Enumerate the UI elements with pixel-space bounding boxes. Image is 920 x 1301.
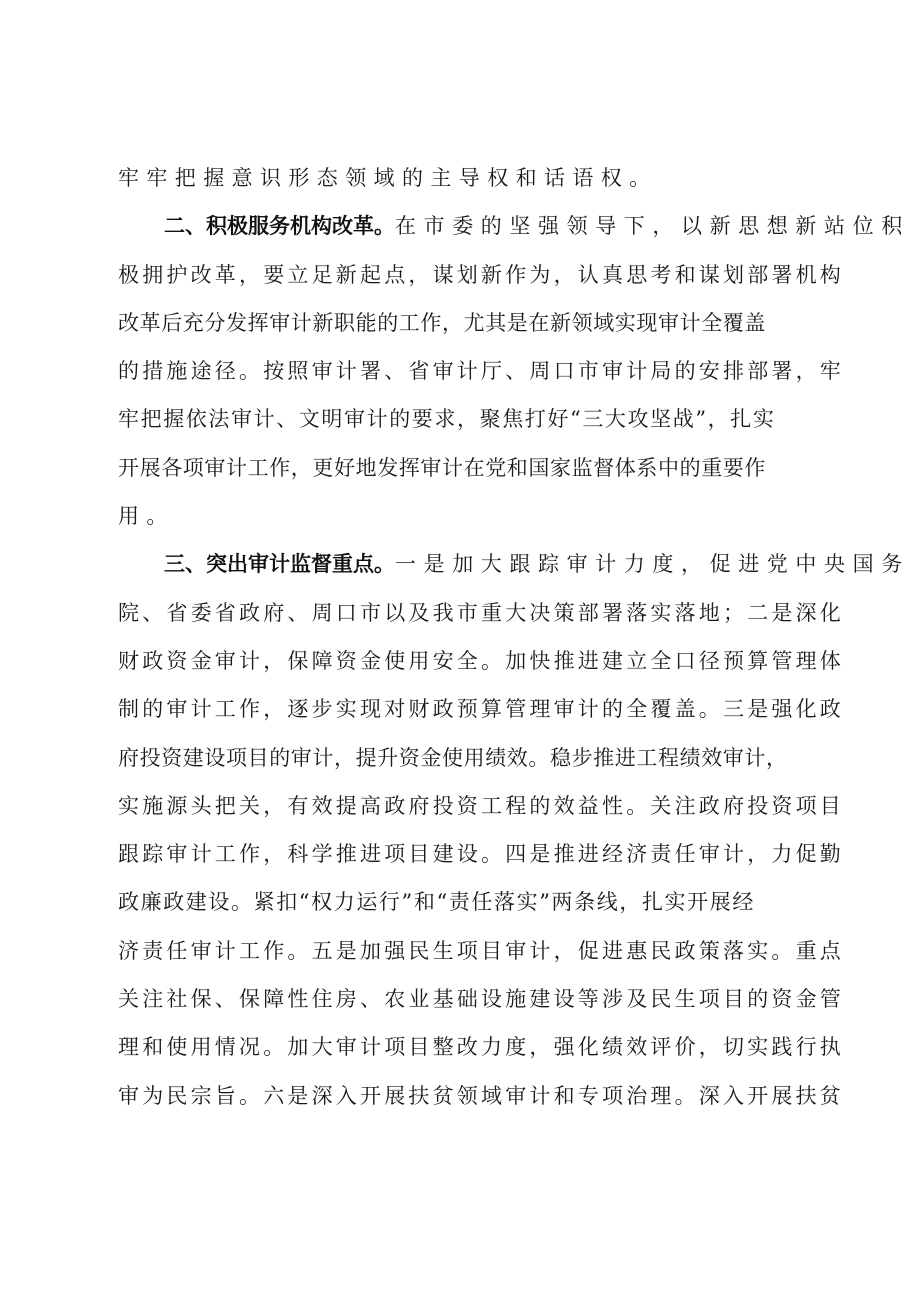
paragraph-line: 改革后充分发挥审计新职能的工作，尤其是在新领域实现审计全覆盖 [118, 310, 766, 335]
paragraph-text: 在市委的坚强领导下，以新思想新站位积 [395, 214, 910, 239]
paragraph-line: 实施源头把关，有效提高政府投资工程的效益性。关注政府投资项目 [118, 793, 844, 818]
section-heading: 三、突出审计监督重点。 [164, 552, 395, 577]
paragraph-line: 审为民宗旨。六是深入开展扶贫领域审计和专项治理。深入开展扶贫 [118, 1083, 844, 1108]
paragraph-first-line [118, 540, 910, 588]
paragraph-text: 一是加大跟踪审计力度，促进党中央国务 [395, 552, 910, 577]
paragraph-line: 制的审计工作，逐步实现对财政预算管理审计的全覆盖。三是强化政 [118, 697, 844, 722]
paragraph-line: 牢把握依法审计、文明审计的要求，聚焦打好“三大攻坚战”，扎实 [118, 407, 776, 432]
paragraph-line: 济责任审计工作。五是加强民生项目审计，促进惠民政策落实。重点 [118, 938, 844, 963]
paragraph-line: 理和使用情况。加大审计项目整改力度，强化绩效评价，切实践行执 [118, 1035, 844, 1060]
paragraph-first-line [118, 202, 910, 250]
paragraph-line: 政廉政建设。紧扣“权力运行”和“责任落实”两条线，扎实开展经 [118, 890, 755, 915]
paragraph-line: 关注社保、保障性住房、农业基础设施建设等涉及民生项目的资金管 [118, 987, 844, 1012]
paragraph-line: 院、省委省政府、周口市以及我市重大决策部署落实落地；二是深化 [118, 600, 844, 625]
paragraph-line: 财政资金审计，保障资金使用安全。加快推进建立全口径预算管理体 [118, 648, 844, 673]
paragraph-line: 用。 [118, 504, 175, 529]
paragraph-line: 极拥护改革，要立足新起点，谋划新作为，认真思考和谋划部署机构 [118, 262, 844, 287]
paragraph-line: 开展各项审计工作，更好地发挥审计在党和国家监督体系中的重要作 [118, 455, 766, 480]
section-heading: 二、积极服务机构改革。 [164, 214, 395, 239]
paragraph-line: 牢牢把握意识形态领域的主导权和话语权。 [118, 166, 658, 190]
paragraph-line: 的措施途径。按照审计署、省审计厅、周口市审计局的安排部署，牢 [118, 359, 844, 384]
paragraph-line: 跟踪审计工作，科学推进项目建设。四是推进经济责任审计，力促勤 [118, 842, 844, 867]
document-body [118, 154, 910, 1120]
paragraph-line: 府投资建设项目的审计，提升资金使用绩效。稳步推进工程绩效审计， [118, 745, 788, 770]
